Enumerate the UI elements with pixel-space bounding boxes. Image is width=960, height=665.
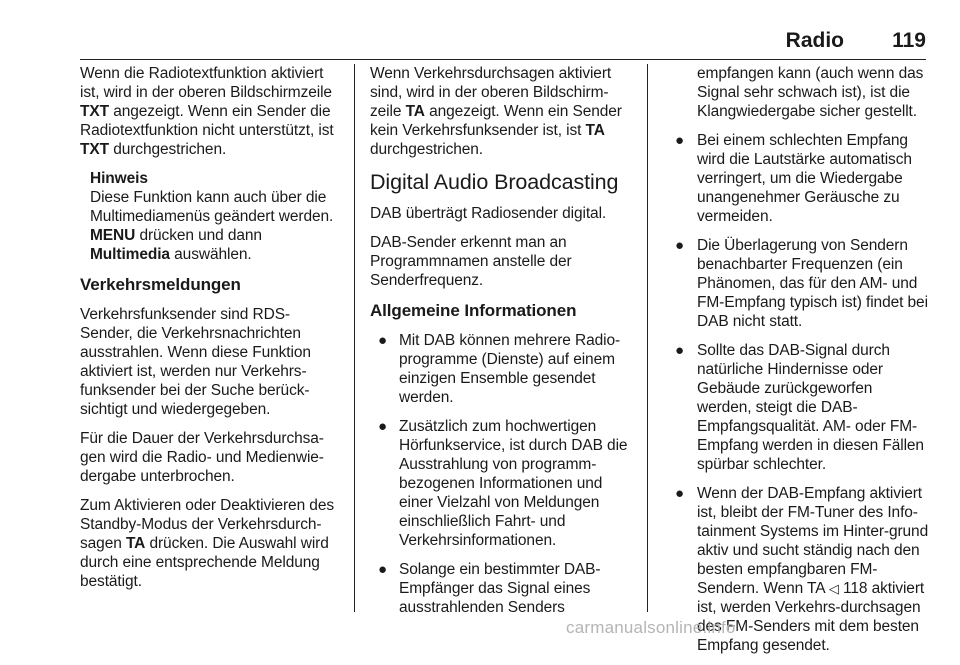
note-box	[90, 169, 342, 264]
general-info-list	[370, 331, 636, 617]
list-item-continuation: empfangen kann (auch wenn das Signal sehr schwach ist), ist die Klangwiedergabe sicher gestellt.	[697, 65, 924, 120]
bullet-icon: ●	[675, 237, 684, 254]
column-3	[665, 64, 930, 665]
bullet-icon: ●	[675, 132, 684, 149]
column-divider-2	[647, 64, 648, 612]
page-number: 119	[892, 29, 926, 52]
note-text: Diese Funktion kann auch über die Multimediamenüs geändert werden. MENU drücken und dann Multimedia auswählen.	[90, 189, 334, 263]
page-section-title: Radio	[785, 29, 844, 52]
header-rule	[80, 59, 926, 60]
section-heading-general: Allgemeine Informationen	[370, 301, 577, 320]
bullet-icon: ●	[378, 561, 387, 578]
column-2	[370, 64, 636, 627]
section-heading-traffic: Verkehrsmeldungen	[80, 275, 241, 294]
bullet-icon: ●	[378, 332, 387, 349]
list-item: ● Die Überlagerung von Sendern benachbarter Frequenzen (ein Phänomen, das für den AM- und FM-Empfang typisch ist) findet bei DAB nicht statt.	[675, 237, 928, 330]
traffic-ta-paragraph: Wenn Verkehrsdurchsagen aktiviert sind, wird in der oberen Bildschirm-zeile TA angezeigt. Wenn ein Sender kein Verkehrsfunksender ist, ist TA durchgestrichen.	[370, 65, 622, 158]
column-1	[80, 64, 342, 601]
list-item: ● Wenn der DAB-Empfang aktiviert ist, bleibt der FM-Tuner des Info-tainment Systems im Hinter-grund aktiv und sucht ständig nach den besten empfangbaren FM-Sendern. Wenn TA ◁ 118 aktiviert ist, werden Verkehrs-durchsagen des FM-Senders mit dem besten Empfang gesendet.	[675, 485, 929, 654]
traffic-paragraph-2: Für die Dauer der Verkehrsdurchsa-gen wird die Radio- und Medienwie-dergabe unterbrochen.	[80, 430, 324, 485]
note-heading: Hinweis	[90, 170, 148, 187]
list-item: ● Solange ein bestimmter DAB-Empfänger das Signal eines ausstrahlenden Senders	[378, 561, 601, 616]
page-reference[interactable]: 118	[838, 580, 868, 597]
dab-info-list	[665, 131, 930, 655]
list-item: ● Bei einem schlechten Empfang wird die Lautstärke automatisch verringert, um die Wiedergabe unangenehmer Geräusche zu vermeiden.	[675, 132, 912, 225]
list-item: ● Zusätzlich zum hochwertigen Hörfunkservice, ist durch DAB die Ausstrahlung von programm-bezogenen Informationen und einer Vielzahl von Meldungen einschließlich Fahrt- und Verkehrsinformationen.	[378, 418, 628, 549]
list-item: ● Sollte das DAB-Signal durch natürliche Hindernisse oder Gebäude zurückgeworfen werden, steigt die DAB-Empfangsqualität. AM- oder FM-Empfang werden in diesen Fällen spürbar schlechter.	[675, 342, 924, 473]
page-header	[80, 24, 926, 58]
traffic-paragraph-3: Zum Aktivieren oder Deaktivieren des Standby-Modus der Verkehrsdurch-sagen TA drücken. Die Auswahl wird durch eine entsprechende Meldung bestätigt.	[80, 497, 334, 590]
traffic-paragraph-1: Verkehrsfunksender sind RDS-Sender, die Verkehrsnachrichten ausstrahlen. Wenn diese Funktion aktiviert ist, werden nur Verkehrs-funksender bei der Suche berück-sichtigt und wiedergegeben.	[80, 306, 311, 418]
page-reference-arrow-icon: ◁	[828, 581, 839, 596]
dab-paragraph-1: DAB überträgt Radiosender digital.	[370, 205, 607, 222]
bullet-icon: ●	[675, 485, 684, 502]
bullet-icon: ●	[378, 418, 387, 435]
radiotext-paragraph: Wenn die Radiotextfunktion aktiviert ist, wird in der oberen Bildschirmzeile TXT angezeigt. Wenn ein Sender die Radiotextfunktion nicht unterstützt, ist TXT durchgestrichen.	[80, 65, 334, 158]
section-heading-dab: Digital Audio Broadcasting	[370, 170, 619, 194]
dab-paragraph-2: DAB-Sender erkennt man an Programmnamen anstelle der Senderfrequenz.	[370, 234, 572, 289]
bullet-icon: ●	[675, 342, 684, 359]
list-item: ● Mit DAB können mehrere Radio-programme (Dienste) auf einem einzigen Ensemble gesendet werden.	[378, 332, 621, 406]
watermark: carmanualsonline.info	[566, 618, 736, 637]
column-divider-1	[354, 64, 355, 612]
